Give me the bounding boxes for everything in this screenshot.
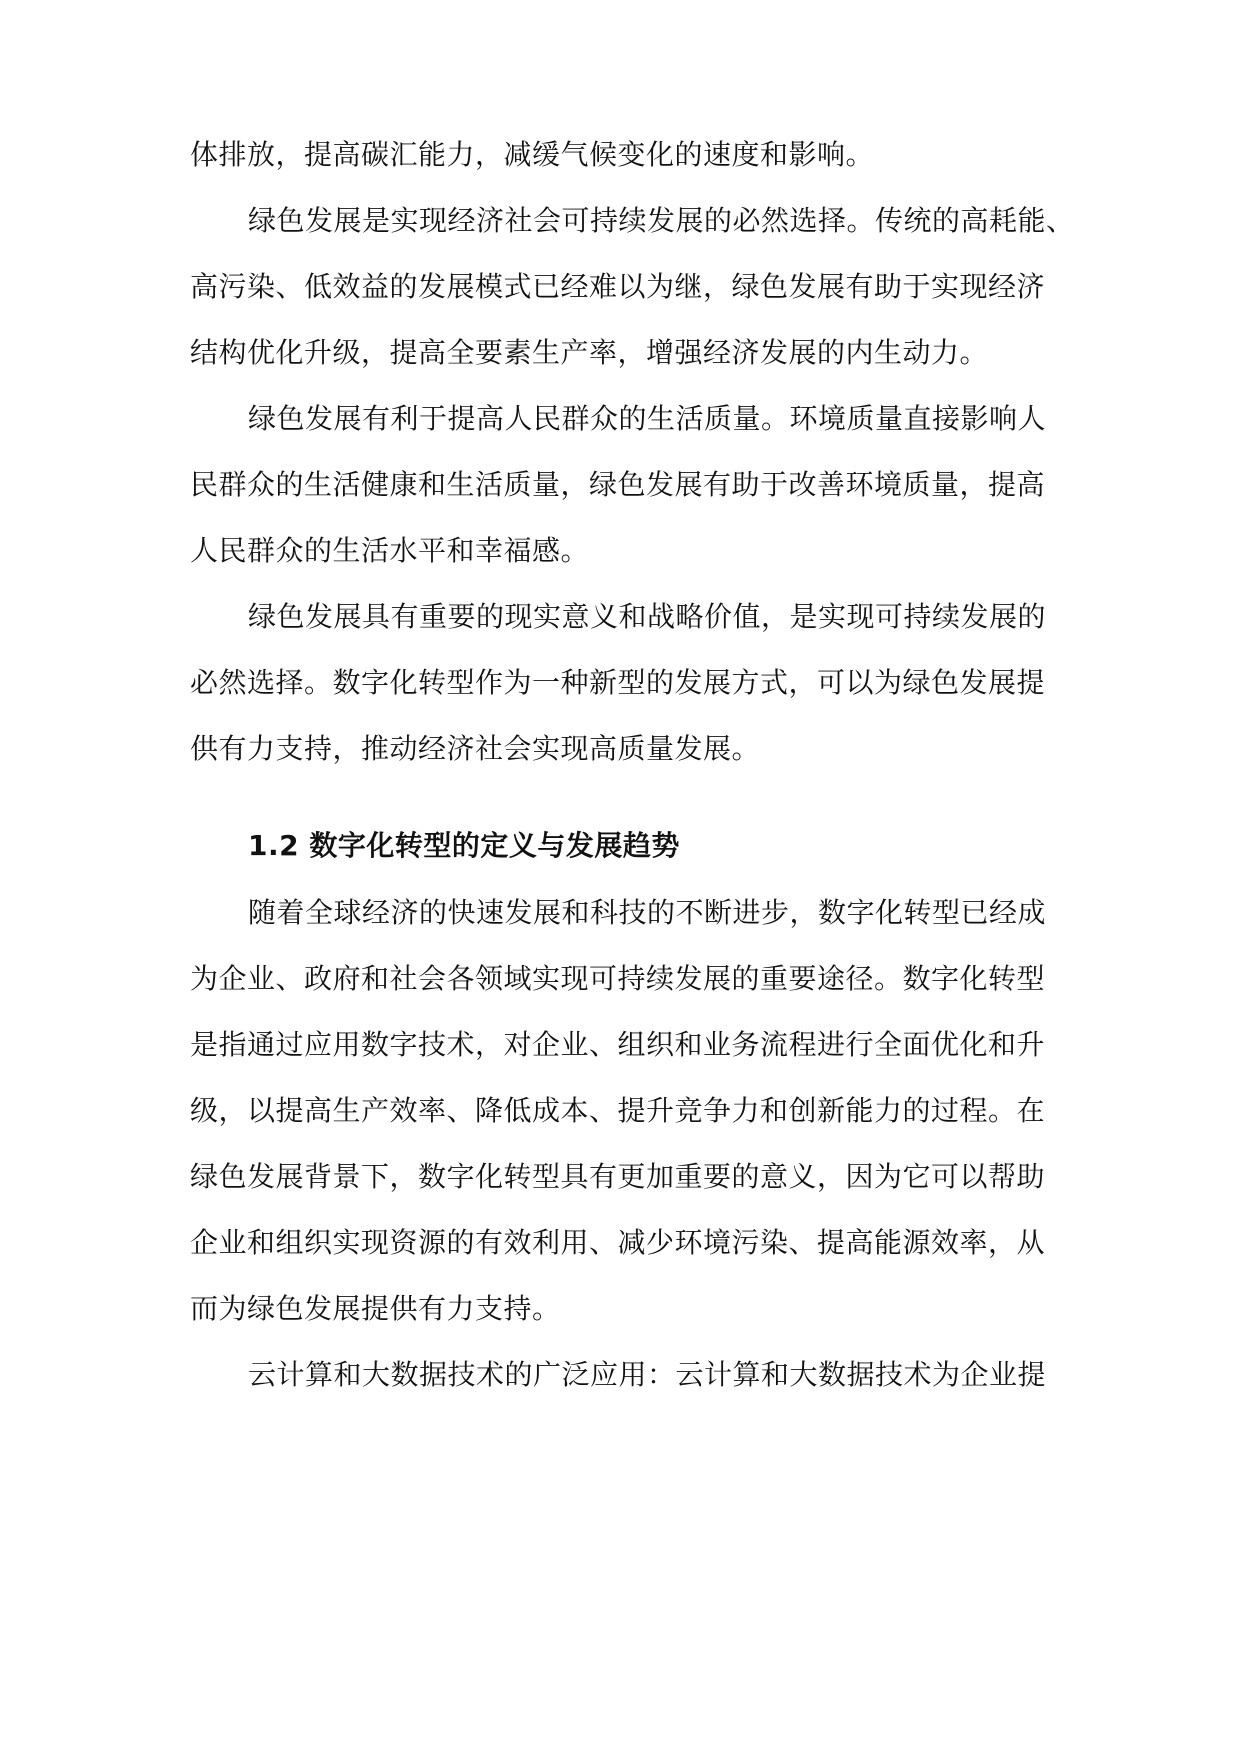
paragraph-line: 民群众的生活健康和生活质量，绿色发展有助于改善环境质量，提高 [190, 468, 1046, 501]
paragraph-line: 高污染、低效益的发展模式已经难以为继，绿色发展有助于实现经济 [190, 270, 1046, 303]
paragraph-line: 供有力支持，推动经济社会实现高质量发展。 [190, 732, 761, 765]
paragraph-line: 体排放，提高碳汇能力，减缓气候变化的速度和影响。 [190, 138, 875, 171]
paragraph-line: 云计算和大数据技术的广泛应用：云计算和大数据技术为企业提 [248, 1358, 1047, 1391]
paragraph-line: 随着全球经济的快速发展和科技的不断进步，数字化转型已经成 [248, 896, 1047, 929]
paragraph-line: 级，以提高生产效率、降低成本、提升竞争力和创新能力的过程。在 [190, 1094, 1046, 1127]
section-heading: 1.2 数字化转型的定义与发展趋势 [248, 829, 680, 862]
paragraph-line: 必然选择。数字化转型作为一种新型的发展方式，可以为绿色发展提 [190, 666, 1046, 699]
paragraph-line: 为企业、政府和社会各领域实现可持续发展的重要途径。数字化转型 [190, 962, 1046, 995]
paragraph-line: 而为绿色发展提供有力支持。 [190, 1292, 561, 1325]
paragraph-line: 绿色发展背景下，数字化转型具有更加重要的意义，因为它可以帮助 [190, 1160, 1046, 1193]
paragraph-line: 绿色发展是实现经济社会可持续发展的必然选择。传统的高耗能、 [248, 204, 1075, 237]
paragraph-line: 企业和组织实现资源的有效利用、减少环境污染、提高能源效率，从 [190, 1226, 1046, 1259]
paragraph-line: 人民群众的生活水平和幸福感。 [190, 534, 590, 567]
paragraph-line: 绿色发展有利于提高人民群众的生活质量。环境质量直接影响人 [248, 402, 1047, 435]
paragraph-line: 绿色发展具有重要的现实意义和战略价值，是实现可持续发展的 [248, 600, 1047, 633]
paragraph-line: 是指通过应用数字技术，对企业、组织和业务流程进行全面优化和升 [190, 1028, 1046, 1061]
paragraph-line: 结构优化升级，提高全要素生产率，增强经济发展的内生动力。 [190, 336, 989, 369]
